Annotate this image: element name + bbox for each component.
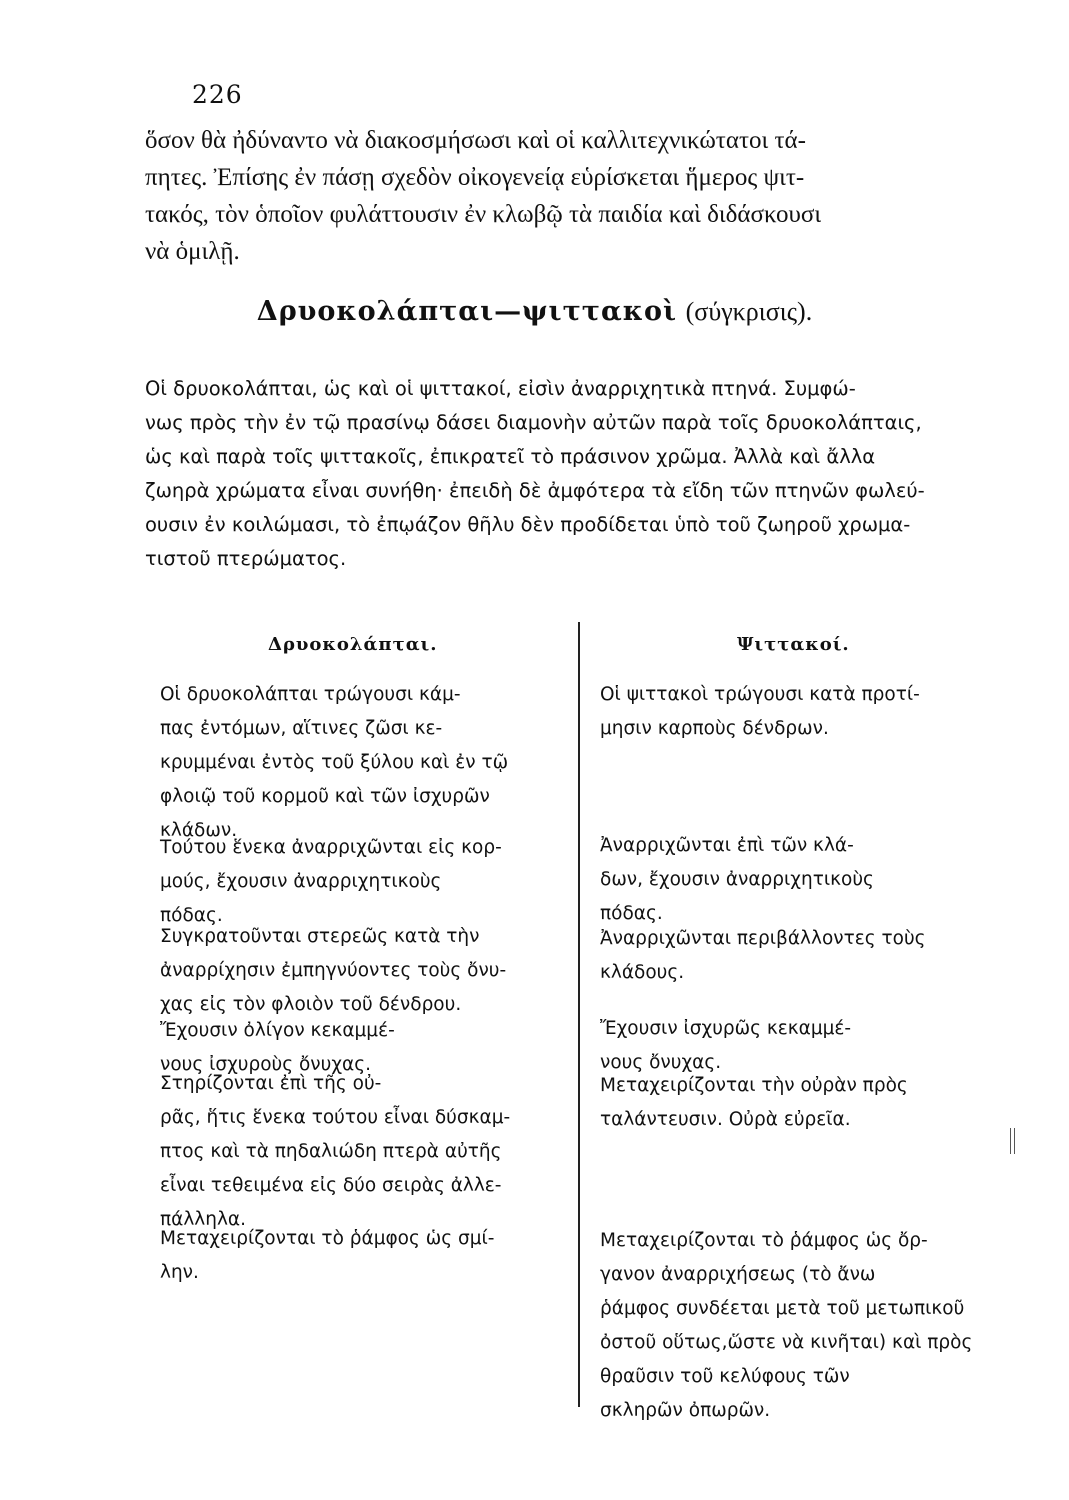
left-column-line: πας ἐντόμων, αἵτινες ζῶσι κε-: [160, 718, 443, 739]
comparison-paragraph: [145, 372, 1020, 576]
right-column-line: Μεταχειρίζονται τὴν οὐρὰν πρὸς: [600, 1075, 908, 1096]
section-heading-subtitle: (σύγκρισις).: [685, 297, 813, 326]
intro-line: πητες. Ἐπίσης ἐν πάσῃ σχεδὸν οἰκογενείᾳ εὑρίσκεται ἥμερος ψιτ-: [145, 164, 805, 191]
section-heading-title: Δρυοκολάπται—ψιττακοὶ: [256, 296, 678, 327]
right-column-line: ῥάμφος συνδέεται μετὰ τοῦ μετωπικοῦ: [600, 1298, 965, 1319]
right-column-line: μησιν καρποὺς δένδρων.: [600, 718, 829, 739]
right-column-line: δων, ἔχουσιν ἀναρριχητικοὺς: [600, 869, 874, 890]
right-column-block: [600, 829, 1030, 931]
right-column-line: θραῦσιν τοῦ κελύφους τῶν: [600, 1366, 850, 1387]
left-column-line: Ἔχουσιν ὀλίγον κεκαμμέ-: [160, 1020, 395, 1041]
paragraph-line: ουσιν ἐν κοιλώμασι, τὸ ἐπῳάζον θῆλυ δὲν προδίδεται ὑπὸ τοῦ ζωηροῦ χρωμα-: [145, 513, 911, 536]
right-column-block: [600, 922, 1030, 990]
right-column-line: Οἱ ψιττακοὶ τρώγουσι κατὰ προτί-: [600, 684, 920, 705]
right-column-line: γανον ἀναρριχήσεως (τὸ ἄνω: [600, 1264, 876, 1285]
left-column-line: κλάδων.: [160, 820, 238, 841]
right-column-title: Ψιττακοί.: [737, 634, 850, 655]
left-column-line: ρᾶς, ἥτις ἕνεκα τούτου εἶναι δύσκαμ-: [160, 1107, 511, 1128]
left-column-line: εἶναι τεθειμένα εἰς δύο σειρὰς ἀλλε-: [160, 1175, 502, 1196]
left-column-line: πτος καὶ τὰ πηδαλιώδη πτερὰ αὐτῆς: [160, 1141, 502, 1162]
left-column-block: [160, 831, 570, 933]
right-column-line: Ἀναρριχῶνται ἐπὶ τῶν κλά-: [600, 835, 854, 856]
left-column-block: [160, 1067, 570, 1237]
right-column-line: Ἔχουσιν ἰσχυρῶς κεκαμμέ-: [600, 1018, 852, 1039]
paragraph-line: νως πρὸς τὴν ἐν τῷ πρασίνῳ δάσει διαμονὴν αὐτῶν παρὰ τοῖς δρυοκολάπταις,: [145, 411, 922, 434]
intro-paragraph: [145, 122, 1005, 270]
scan-mark: [1010, 1128, 1015, 1154]
left-column-line: Τούτου ἕνεκα ἀναρριχῶνται εἰς κορ-: [160, 837, 502, 858]
intro-line: νὰ ὁμιλῇ.: [145, 238, 240, 265]
intro-line: ὅσον θὰ ἠδύναντο νὰ διακοσμήσωσι καὶ οἱ καλλιτεχνικώτατοι τά-: [145, 127, 806, 154]
right-column-line: νους ὄνυχας.: [600, 1052, 722, 1073]
page-number: 226: [192, 80, 243, 109]
left-column-line: φλοιῷ τοῦ κορμοῦ καὶ τῶν ἰσχυρῶν: [160, 786, 490, 807]
left-column-line: ἀναρρίχησιν ἐμπηγνύοντες τοὺς ὄνυ-: [160, 960, 507, 981]
left-column-block: [160, 678, 570, 848]
left-column-line: Οἱ δρυοκολάπται τρώγουσι κάμ-: [160, 684, 461, 705]
paragraph-line: ὡς καὶ παρὰ τοῖς ψιττακοῖς, ἐπικρατεῖ τὸ πράσινον χρῶμα. Ἀλλὰ καὶ ἄλλα: [145, 445, 876, 468]
right-column-line: σκληρῶν ὀπωρῶν.: [600, 1400, 771, 1421]
left-column-line: πάλληλα.: [160, 1209, 246, 1230]
right-column-line: ταλάντευσιν. Οὐρὰ εὐρεῖα.: [600, 1109, 851, 1130]
left-column-line: μούς, ἔχουσιν ἀναρριχητικοὺς: [160, 871, 442, 892]
paragraph-line: τιστοῦ πτερώματος.: [145, 547, 347, 570]
left-column-line: Στηρίζονται ἐπὶ τῆς οὐ-: [160, 1073, 382, 1094]
left-column-block: [160, 1222, 570, 1290]
column-divider: [578, 622, 580, 1407]
left-column-line: χας εἰς τὸν φλοιὸν τοῦ δένδρου.: [160, 994, 462, 1015]
left-column-title: Δρυοκολάπται.: [268, 634, 438, 655]
left-column-line: νους ἰσχυροὺς ὄνυχας.: [160, 1054, 371, 1075]
right-column-line: Μεταχειρίζονται τὸ ῥάμφος ὡς ὄρ-: [600, 1230, 928, 1251]
right-column-line: ὀστοῦ οὕτως,ὥστε νὰ κινῆται) καὶ πρὸς: [600, 1332, 973, 1353]
right-column-block: [600, 678, 1030, 746]
intro-line: τακός, τὸν ὁποῖον φυλάττουσιν ἐν κλωβῷ τὰ παιδία καὶ διδάσκουσι: [145, 201, 822, 228]
paragraph-line: ζωηρὰ χρώματα εἶναι συνήθη· ἐπειδὴ δὲ ἀμφότερα τὰ εἴδη τῶν πτηνῶν φωλεύ-: [145, 479, 925, 502]
right-column-line: Ἀναρριχῶνται περιβάλλοντες τοὺς: [600, 928, 926, 949]
right-column-block: [600, 1069, 1030, 1137]
left-column-line: Μεταχειρίζονται τὸ ῥάμφος ὡς σμί-: [160, 1228, 495, 1249]
right-column-block: [600, 1224, 1030, 1428]
section-heading: [0, 296, 1069, 327]
left-column-line: κρυμμέναι ἐντὸς τοῦ ξύλου καὶ ἐν τῷ: [160, 752, 509, 773]
right-column-line: κλάδους.: [600, 962, 685, 983]
left-column-line: πόδας.: [160, 905, 223, 926]
left-column-line: λην.: [160, 1262, 199, 1283]
left-column-line: Συγκρατοῦνται στερεῶς κατὰ τὴν: [160, 926, 480, 947]
left-column-block: [160, 920, 570, 1022]
right-column-line: πόδας.: [600, 903, 663, 924]
paragraph-line: Οἱ δρυοκολάπται, ὡς καὶ οἱ ψιττακοί, εἰσὶν ἀναρριχητικὰ πτηνά. Συμφώ-: [145, 377, 856, 400]
